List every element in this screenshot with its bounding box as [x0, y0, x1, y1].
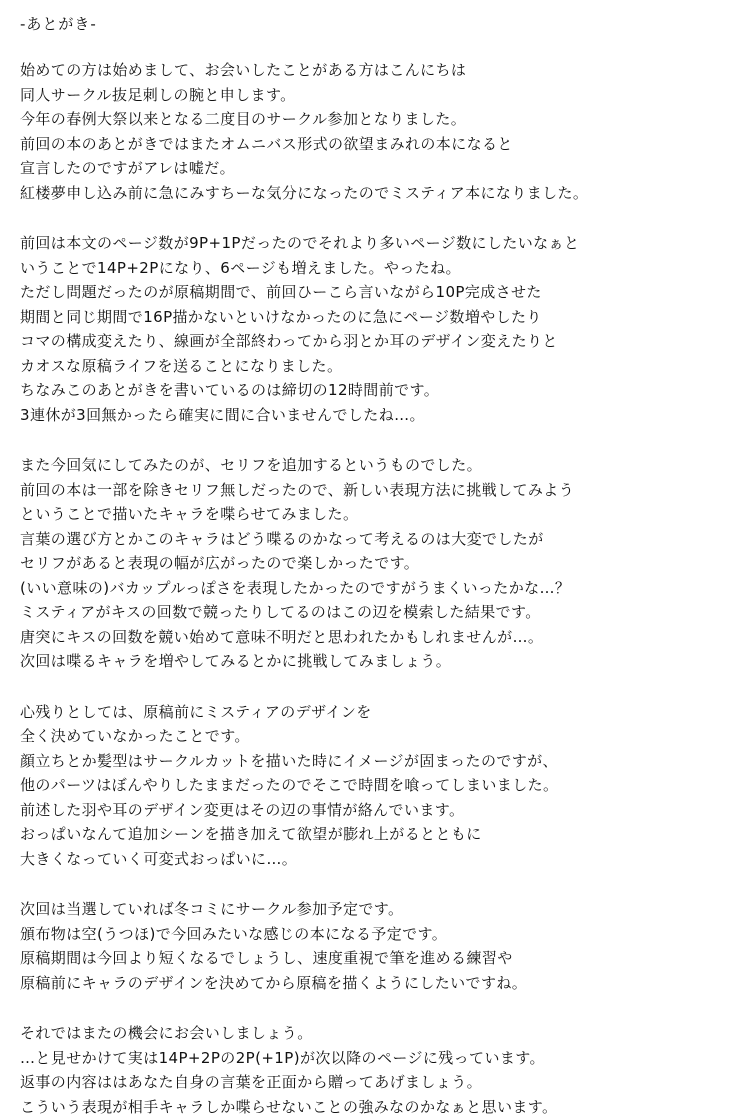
text-line: 唐突にキスの回数を競い始めて意味不明だと思われたかもしれませんが…。 — [20, 625, 720, 650]
text-line: こういう表現が相手キャラしか喋らせないことの強みなのかなぁと思います。 — [20, 1095, 720, 1119]
afterword-title: -あとがき- — [20, 14, 720, 34]
text-line: 言葉の選び方とかこのキャラはどう喋るのかなって考えるのは大変でしたが — [20, 527, 720, 552]
text-line: 始めての方は始めまして、お会いしたことがある方はこんにちは — [20, 58, 720, 83]
text-line: 他のパーツはぼんやりしたままだったのでそこで時間を喰ってしまいました。 — [20, 773, 720, 798]
text-line: ちなみこのあとがきを書いているのは締切の12時間前です。 — [20, 378, 720, 403]
text-line: 原稿期間は今回より短くなるでしょうし、速度重視で筆を進める練習や — [20, 946, 720, 971]
text-line: 前回の本のあとがきではまたオムニバス形式の欲望まみれの本になると — [20, 132, 720, 157]
text-line: 3連休が3回無かったら確実に間に合いませんでしたね…。 — [20, 403, 720, 428]
text-line: おっぱいなんて追加シーンを描き加えて欲望が膨れ上がるとともに — [20, 822, 720, 847]
text-line: 前述した羽や耳のデザイン変更はその辺の事情が絡んでいます。 — [20, 798, 720, 823]
text-line: セリフがあると表現の幅が広がったので楽しかったです。 — [20, 551, 720, 576]
text-line: また今回気にしてみたのが、セリフを追加するというものでした。 — [20, 453, 720, 478]
text-line: ということで描いたキャラを喋らせてみました。 — [20, 502, 720, 527]
paragraph-regrets — [20, 700, 720, 872]
text-line: いうことで14P+2Pになり、6ページも増えました。やったね。 — [20, 256, 720, 281]
paragraph-greeting — [20, 58, 720, 205]
text-line: カオスな原稿ライフを送ることになりました。 — [20, 354, 720, 379]
text-line: 宣言したのですがアレは嘘だ。 — [20, 156, 720, 181]
text-line: 今年の春例大祭以来となる二度目のサークル参加となりました。 — [20, 107, 720, 132]
text-line: 顔立ちとか髪型はサークルカットを描いた時にイメージが固まったのですが、 — [20, 749, 720, 774]
text-line: 原稿前にキャラのデザインを決めてから原稿を描くようにしたいですね。 — [20, 971, 720, 996]
afterword-page — [20, 14, 720, 1119]
paragraph-dialogue — [20, 453, 720, 674]
text-line: コマの構成変えたり、線画が全部終わってから羽とか耳のデザイン変えたりと — [20, 329, 720, 354]
text-line: …と見せかけて実は14P+2Pの2P(+1P)が次以降のページに残っています。 — [20, 1046, 720, 1071]
text-line: 前回の本は一部を除きセリフ無しだったので、新しい表現方法に挑戦してみよう — [20, 478, 720, 503]
paragraph-next-event — [20, 897, 720, 995]
text-line: ただし問題だったのが原稿期間で、前回ひーこら言いながら10P完成させた — [20, 280, 720, 305]
text-line: 次回は当選していれば冬コミにサークル参加予定です。 — [20, 897, 720, 922]
text-line: 頒布物は空(うつほ)で今回みたいな感じの本になる予定です。 — [20, 922, 720, 947]
text-line: 期間と同じ期間で16P描かないといけなかったのに急にページ数増やしたり — [20, 305, 720, 330]
paragraph-page-count — [20, 231, 720, 427]
text-line: ミスティアがキスの回数で競ったりしてるのはこの辺を模索した結果です。 — [20, 600, 720, 625]
text-line: 紅楼夢申し込み前に急にみすちーな気分になったのでミスティア本になりました。 — [20, 181, 720, 206]
text-line: それではまたの機会にお会いしましょう。 — [20, 1021, 720, 1046]
text-line: 心残りとしては、原稿前にミスティアのデザインを — [20, 700, 720, 725]
paragraph-closing — [20, 1021, 720, 1119]
text-line: 大きくなっていく可変式おっぱいに…。 — [20, 847, 720, 872]
text-line: 同人サークル抜足刺しの腕と申します。 — [20, 83, 720, 108]
text-line: 次回は喋るキャラを増やしてみるとかに挑戦してみましょう。 — [20, 649, 720, 674]
text-line: 前回は本文のページ数が9P+1Pだったのでそれより多いページ数にしたいなぁと — [20, 231, 720, 256]
text-line: (いい意味の)バカップルっぽさを表現したかったのですがうまくいったかな…？ — [20, 576, 720, 601]
text-line: 返事の内容ははあなた自身の言葉を正面から贈ってあげましょう。 — [20, 1070, 720, 1095]
text-line: 全く決めていなかったことです。 — [20, 724, 720, 749]
